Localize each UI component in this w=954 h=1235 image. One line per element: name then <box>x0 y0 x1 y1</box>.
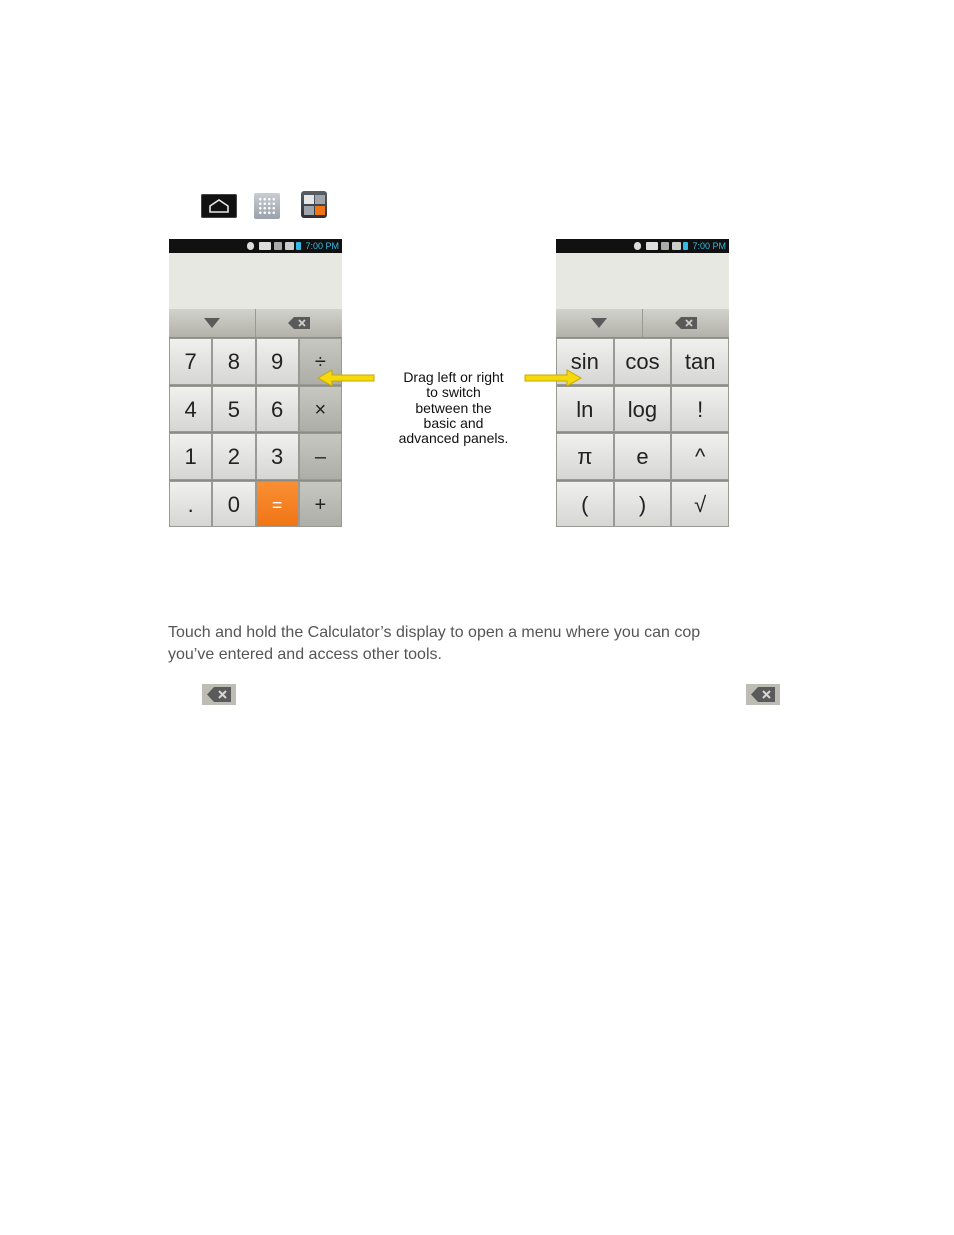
caption-line: Drag left or right <box>403 369 504 385</box>
nfc-icon <box>259 242 271 250</box>
key-label: sin <box>570 349 599 374</box>
key-label: 9 <box>271 349 284 374</box>
key-label: 3 <box>271 444 284 469</box>
signal-icon <box>672 242 681 250</box>
backspace-icon <box>675 317 697 329</box>
key-label: ! <box>697 396 704 422</box>
key-label: – <box>314 446 326 468</box>
calculator-display[interactable] <box>169 253 342 309</box>
key-label: 4 <box>184 396 197 422</box>
triangle-down-icon <box>591 318 607 328</box>
key-3-2[interactable] <box>256 481 299 528</box>
key-2-3[interactable] <box>299 433 342 480</box>
key-2-1[interactable] <box>212 433 255 480</box>
key-0-1[interactable] <box>614 338 672 385</box>
caption-line: to switch <box>426 384 481 401</box>
delete-key-icon <box>746 684 780 705</box>
apps-icon <box>254 193 280 219</box>
key-0-2[interactable] <box>671 338 729 385</box>
backspace-icon <box>288 317 310 329</box>
triangle-down-icon <box>204 318 220 328</box>
caption-line: advanced panels. <box>398 430 509 447</box>
key-0-1[interactable] <box>212 338 255 385</box>
key-1-1[interactable] <box>614 386 672 433</box>
network-4g-icon <box>274 242 282 250</box>
key-label: ) <box>638 491 647 517</box>
arrow-right-icon <box>523 368 583 388</box>
key-2-0[interactable] <box>169 433 212 480</box>
key-3-0[interactable] <box>556 481 614 528</box>
key-0-0[interactable] <box>169 338 212 385</box>
caption-line: basic and <box>423 414 484 431</box>
key-label: ( <box>581 491 589 517</box>
key-3-1[interactable] <box>614 481 672 528</box>
collapse-button[interactable] <box>556 309 643 337</box>
key-1-2[interactable] <box>256 386 299 433</box>
key-3-0[interactable] <box>169 481 212 528</box>
key-label: ^ <box>694 444 706 469</box>
key-label: 5 <box>227 396 240 422</box>
key-0-2[interactable] <box>256 338 299 385</box>
key-label: cos <box>625 349 660 374</box>
key-2-2[interactable] <box>256 433 299 480</box>
bluetooth-icon <box>247 242 254 250</box>
key-1-3[interactable] <box>299 386 342 433</box>
key-1-0[interactable] <box>169 386 212 433</box>
key-label: log <box>627 396 658 422</box>
paragraph-line: you’ve entered and access other tools. <box>168 646 442 663</box>
delete-button[interactable] <box>643 309 729 337</box>
key-2-1[interactable] <box>614 433 672 480</box>
collapse-button[interactable] <box>169 309 256 337</box>
arrow-left-icon <box>316 368 376 388</box>
calculator-app-icon <box>301 191 327 218</box>
key-2-0[interactable] <box>556 433 614 480</box>
delete-key-icon <box>202 684 236 705</box>
instruction-paragraph <box>168 622 768 666</box>
key-label: 8 <box>227 349 240 374</box>
advanced-keypad <box>556 337 729 527</box>
status-time: 7:00 PM <box>305 241 339 251</box>
status-time: 7:00 PM <box>692 241 726 251</box>
home-key-icon <box>201 194 237 218</box>
key-label: 2 <box>227 444 240 469</box>
paragraph-line: Touch and hold the Calculator’s display to open a menu where you can cop <box>168 624 701 641</box>
nfc-icon <box>646 242 658 250</box>
key-label: 0 <box>227 491 240 517</box>
caption-line: between the <box>415 399 492 416</box>
control-row <box>556 309 729 337</box>
key-3-1[interactable] <box>212 481 255 528</box>
key-label: . <box>187 491 194 517</box>
key-1-0[interactable] <box>556 386 614 433</box>
key-label: π <box>577 444 593 469</box>
drag-caption <box>385 370 522 446</box>
network-4g-icon <box>661 242 669 250</box>
basic-keypad <box>169 337 342 527</box>
key-label: + <box>314 493 327 516</box>
key-label: ÷ <box>314 351 326 373</box>
key-label: tan <box>684 349 716 374</box>
key-label: 1 <box>184 444 197 469</box>
key-1-2[interactable] <box>671 386 729 433</box>
signal-icon <box>285 242 294 250</box>
key-label: √ <box>694 491 707 517</box>
control-row <box>169 309 342 337</box>
key-label: ln <box>576 396 594 422</box>
status-bar <box>169 239 342 253</box>
battery-icon <box>683 242 688 250</box>
calculator-display[interactable] <box>556 253 729 309</box>
battery-icon <box>296 242 301 250</box>
status-bar <box>556 239 729 253</box>
key-2-2[interactable] <box>671 433 729 480</box>
bluetooth-icon <box>634 242 641 250</box>
key-1-1[interactable] <box>212 386 255 433</box>
delete-button[interactable] <box>256 309 342 337</box>
key-label: 7 <box>184 349 197 374</box>
key-label: × <box>314 398 327 421</box>
key-3-2[interactable] <box>671 481 729 528</box>
key-3-3[interactable] <box>299 481 342 528</box>
key-label: e <box>636 444 649 469</box>
key-label: = <box>271 494 283 515</box>
key-label: 6 <box>271 396 284 422</box>
